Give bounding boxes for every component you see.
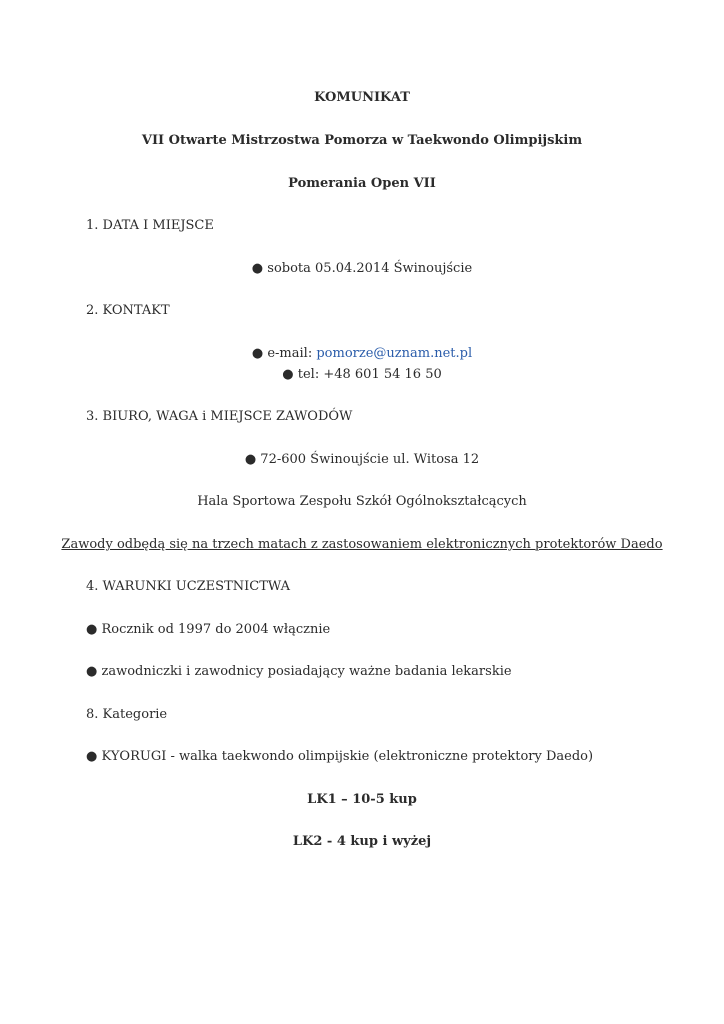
office-address: ● 72-600 Świnoujście ul. Witosa 12: [244, 452, 480, 467]
document-subtitle: VII Otwarte Mistrzostwa Pomorza w Taekwondo Olimpijskim: [141, 133, 583, 148]
section-heading-date-place: 1. DATA I MIEJSCE: [86, 218, 214, 233]
mats-note: Zawody odbędą się na trzech matach z zastosowaniem elektronicznych protektorów Daedo: [61, 537, 663, 552]
conditions-item-year: ● Rocznik od 1997 do 2004 włącznie: [86, 622, 331, 637]
category-lk1: LK1 – 10-5 kup: [307, 792, 417, 807]
event-name: Pomerania Open VII: [288, 176, 436, 191]
date-place-item: ● sobota 05.04.2014 Świnoujście: [251, 261, 473, 276]
contact-email-line: [0, 345, 724, 363]
conditions-item-medical: ● zawodniczki i zawodnicy posiadający ważne badania lekarskie: [86, 664, 512, 679]
section-heading-categories: 8. Kategorie: [86, 707, 168, 722]
section-heading-office: 3. BIURO, WAGA i MIEJSCE ZAWODÓW: [86, 409, 353, 424]
office-venue: Hala Sportowa Zespołu Szkół Ogólnokształcących: [197, 494, 527, 509]
category-lk2: LK2 - 4 kup i wyżej: [292, 834, 432, 849]
contact-tel-line: ● tel: +48 601 54 16 50: [282, 367, 442, 382]
contact-email-label: ● e-mail:: [251, 346, 317, 361]
section-heading-conditions: 4. WARUNKI UCZESTNICTWA: [86, 579, 290, 594]
categories-item-kyorugi: ● KYORUGI - walka taekwondo olimpijskie (elektroniczne protektory Daedo): [86, 749, 594, 764]
section-heading-contact: 2. KONTAKT: [86, 303, 170, 318]
document-title: KOMUNIKAT: [314, 90, 410, 105]
contact-email-link[interactable]: pomorze@uznam.net.pl: [316, 346, 473, 361]
